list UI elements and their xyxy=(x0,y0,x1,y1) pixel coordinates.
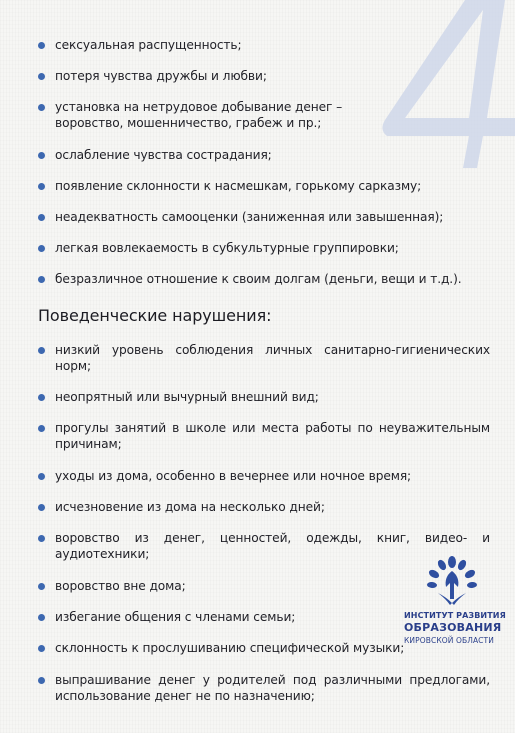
list-item xyxy=(38,420,490,452)
list-item-text: воровство вне дома; xyxy=(55,579,186,593)
list-item xyxy=(38,389,490,405)
list-item xyxy=(38,99,490,131)
list-item-text: избегание общения с членами семьи; xyxy=(55,610,296,624)
bullet xyxy=(38,347,45,354)
list-item-text: сексуальная распущенность; xyxy=(55,38,242,52)
list-item-text: уходы из дома, особенно в вечернее или ночное время; xyxy=(55,469,412,483)
list-item-text: ослабление чувства сострадания; xyxy=(55,148,272,162)
logo-text-line3: КИРОВСКОЙ ОБЛАСТИ xyxy=(404,636,494,645)
list-item xyxy=(38,68,490,84)
list-item xyxy=(38,147,490,163)
list-item-text: неадекватность самооценки (заниженная или завышенная); xyxy=(55,210,444,224)
bullet xyxy=(38,425,45,432)
list-item-text: исчезновение из дома на несколько дней; xyxy=(55,500,325,514)
bullet xyxy=(38,73,45,80)
list-item-text: склонность к прослушиванию специфической музыки; xyxy=(55,641,405,655)
list-item xyxy=(38,468,490,484)
bullet xyxy=(38,614,45,621)
list-item xyxy=(38,499,490,515)
list-item xyxy=(38,209,490,225)
list-item xyxy=(38,178,490,194)
institute-logo xyxy=(404,553,506,653)
list-item-text: низкий уровень соблюдения личных санитарно-гигиенических норм; xyxy=(55,343,490,373)
logo-text-line2: ОБРАЗОВАНИЯ xyxy=(404,621,502,634)
bullet xyxy=(38,677,45,684)
list-item-text: потеря чувства дружбы и любви; xyxy=(55,69,267,83)
bullet xyxy=(38,152,45,159)
list-item xyxy=(38,271,490,287)
bullet xyxy=(38,394,45,401)
bullet xyxy=(38,535,45,542)
list-item-text: прогулы занятий в школе или места работы по неуважительным причинам; xyxy=(55,421,490,451)
list-item-text: появление склонности к насмешкам, горькому сарказму; xyxy=(55,179,422,193)
bullet xyxy=(38,645,45,652)
list-item-text: неопрятный или вычурный внешний вид; xyxy=(55,390,319,404)
bullet xyxy=(38,183,45,190)
list-item-text: безразличное отношение к своим долгам (деньги, вещи и т.д.). xyxy=(55,272,462,286)
section-heading: Поведенческие нарушения: xyxy=(38,306,272,325)
bullet xyxy=(38,473,45,480)
list-item xyxy=(38,37,490,53)
bullet xyxy=(38,104,45,111)
decorative-numeral xyxy=(365,0,515,170)
bullet xyxy=(38,245,45,252)
list-item-text: воровство из денег, ценностей, одежды, книг, видео- и аудиотехники; xyxy=(55,531,490,561)
list-item-text: установка на нетрудовое добывание денег – воровство, мошенничество, грабеж и пр.; xyxy=(55,100,343,130)
list-item-text: выпрашивание денег у родителей под различными предлогами, использование денег не по назначению; xyxy=(55,673,490,703)
bullet xyxy=(38,504,45,511)
logo-text-line1: ИНСТИТУТ РАЗВИТИЯ xyxy=(404,611,506,620)
bullet xyxy=(38,214,45,221)
list-item xyxy=(38,342,490,374)
bullet xyxy=(38,583,45,590)
bullet xyxy=(38,276,45,283)
list-item xyxy=(38,672,490,704)
logo-emblem-icon xyxy=(424,553,480,609)
list-item-text: легкая вовлекаемость в субкультурные группировки; xyxy=(55,241,399,255)
bullet xyxy=(38,42,45,49)
list-item xyxy=(38,240,490,256)
